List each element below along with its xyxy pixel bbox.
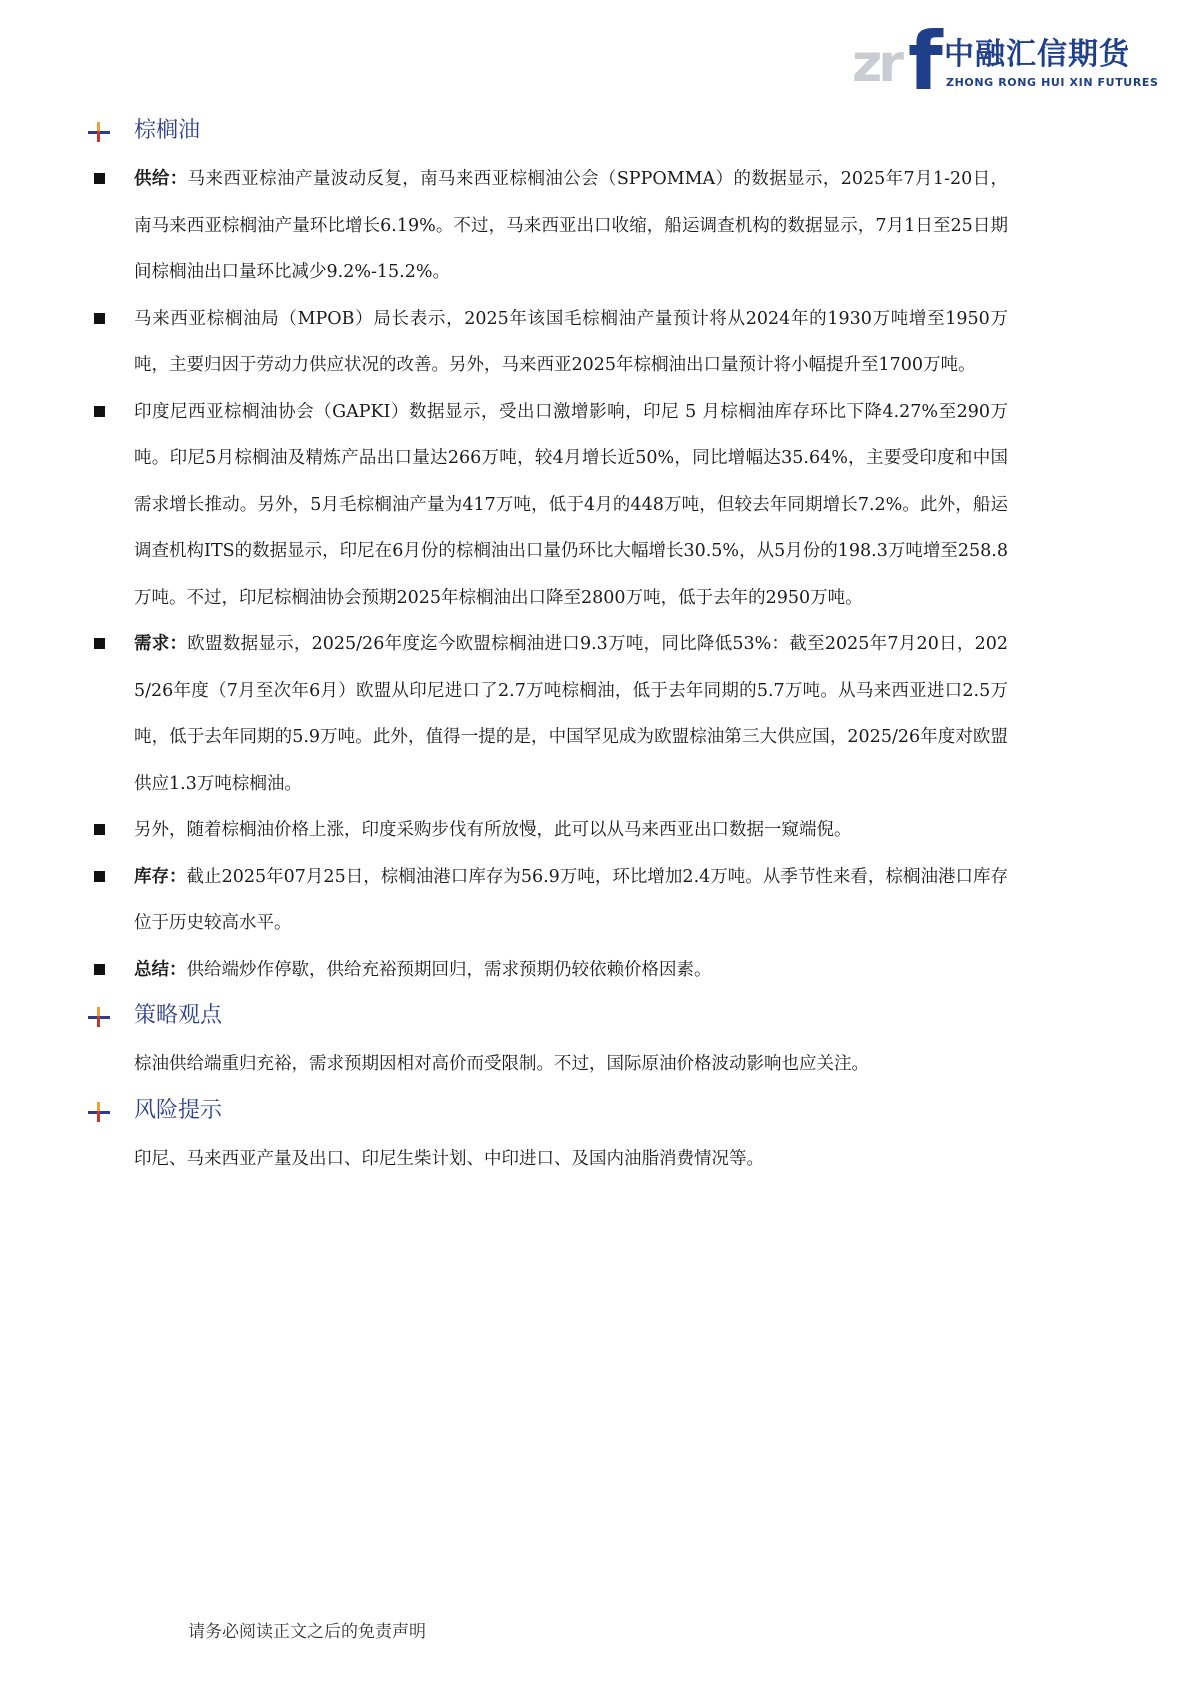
brand-name-cn: 中融汇信期货 bbox=[944, 37, 1130, 72]
section-heading: 棕榈油 bbox=[134, 118, 201, 143]
section-marker-icon bbox=[88, 1007, 110, 1027]
report-content bbox=[88, 108, 1008, 1182]
bullet-square-icon bbox=[94, 406, 105, 417]
paragraph-demand bbox=[88, 621, 1008, 807]
bullet-square-icon bbox=[94, 638, 105, 649]
paragraph-text: 另外，随着棕榈油价格上涨，印度采购步伐有所放慢，此可以从马来西亚出口数据一窥端倪。 bbox=[134, 820, 852, 840]
section-marker-icon bbox=[88, 122, 110, 142]
section-title-risk bbox=[88, 1088, 1008, 1134]
section-marker-icon bbox=[88, 1102, 110, 1122]
lead-label: 供给： bbox=[134, 169, 188, 189]
section-heading: 策略观点 bbox=[134, 1003, 223, 1028]
bullet-square-icon bbox=[94, 173, 105, 184]
paragraph-inventory bbox=[88, 854, 1008, 947]
company-logo bbox=[852, 15, 1159, 108]
brand-name-en: ZHONG RONG HUI XIN FUTURES bbox=[946, 76, 1159, 89]
logo-mark: zr bbox=[852, 34, 900, 94]
lead-label: 需求： bbox=[134, 634, 188, 654]
section-title-strategy bbox=[88, 993, 1008, 1039]
lead-label: 库存： bbox=[134, 866, 187, 887]
paragraph-text: 印度尼西亚棕榈油协会（GAPKI）数据显示，受出口激增影响，印尼 5 月棕榈油库存环比下降4.27%至290万吨。印尼5月棕榈油及精炼产品出口量达266万吨，较4月增长近50%，同比增幅达35.64%，主要受印度和中国需求增长推动。另外，5月毛棕榈油产量为417万吨，低于4月的448万吨，但较去年同期增长7.2%。此外，船运调查机构ITS的数据显示，印尼在6月份的棕榈油出口量仍环比大幅增长30.5%，从5月份的198.3万吨增至258.8万吨。不过，印尼棕榈油协会预期2025年棕榈油出口降至2800万吨，低于去年的2950万吨。 bbox=[134, 401, 1008, 608]
paragraph-text: 马来西亚棕榈油局（MPOB）局长表示，2025年该国毛棕榈油产量预计将从2024年的1930万吨增至1950万吨，主要归因于劳动力供应状况的改善。另外，马来西亚2025年棕榈油出口量预计将小幅提升至1700万吨。 bbox=[134, 308, 1008, 375]
logo-f: f bbox=[908, 15, 943, 108]
bullet-square-icon bbox=[94, 313, 105, 324]
risk-text: 印尼、马来西亚产量及出口、印尼生柴计划、中印进口、及国内油脂消费情况等。 bbox=[134, 1148, 764, 1169]
strategy-text: 棕油供给端重归充裕，需求预期因相对高价而受限制。不过，国际原油价格波动影响也应关注。 bbox=[134, 1054, 869, 1074]
paragraph-supply bbox=[88, 156, 1008, 296]
paragraph-text: 供给端炒作停歇，供给充裕预期回归，需求预期仍较依赖价格因素。 bbox=[186, 959, 712, 980]
bullet-square-icon bbox=[94, 824, 105, 835]
paragraph-text: 截止2025年07月25日，棕榈油港口库存为56.9万吨，环比增加2.4万吨。从季节性来看，棕榈油港口库存位于历史较高水平。 bbox=[134, 866, 1008, 933]
bullet-square-icon bbox=[94, 964, 105, 975]
paragraph-summary bbox=[88, 947, 1008, 994]
paragraph-india bbox=[88, 807, 1008, 854]
section-heading: 风险提示 bbox=[134, 1097, 223, 1123]
lead-label: 总结： bbox=[134, 959, 187, 980]
paragraph-text: 马来西亚棕油产量波动反复，南马来西亚棕榈油公会（SPPOMMA）的数据显示，2025年7月1-20日，南马来西亚棕榈油产量环比增长6.19%。不过，马来西亚出口收缩，船运调查机构的数据显示，7月1日至25日期间棕榈油出口量环比减少9.2%-15.2%。 bbox=[134, 169, 1009, 282]
bullet-square-icon bbox=[94, 871, 105, 882]
paragraph-text: 欧盟数据显示，2025/26年度迄今欧盟棕榈油进口9.3万吨，同比降低53%：截至2025年7月20日，2025/26年度（7月至次年6月）欧盟从印尼进口了2.7万吨棕榈油，低于去年同期的5.7万吨。从马来西亚进口2.5万吨，低于去年同期的5.9万吨。此外，值得一提的是，中国罕见成为欧盟棕油第三大供应国，2025/26年度对欧盟供应1.3万吨棕榈油。 bbox=[134, 634, 1009, 794]
paragraph-gapki bbox=[88, 389, 1008, 622]
paragraph-mpob bbox=[88, 296, 1008, 389]
section-title-palm bbox=[88, 108, 1008, 154]
footer-disclaimer: 请务必阅读正文之后的免责声明 bbox=[188, 1622, 426, 1642]
